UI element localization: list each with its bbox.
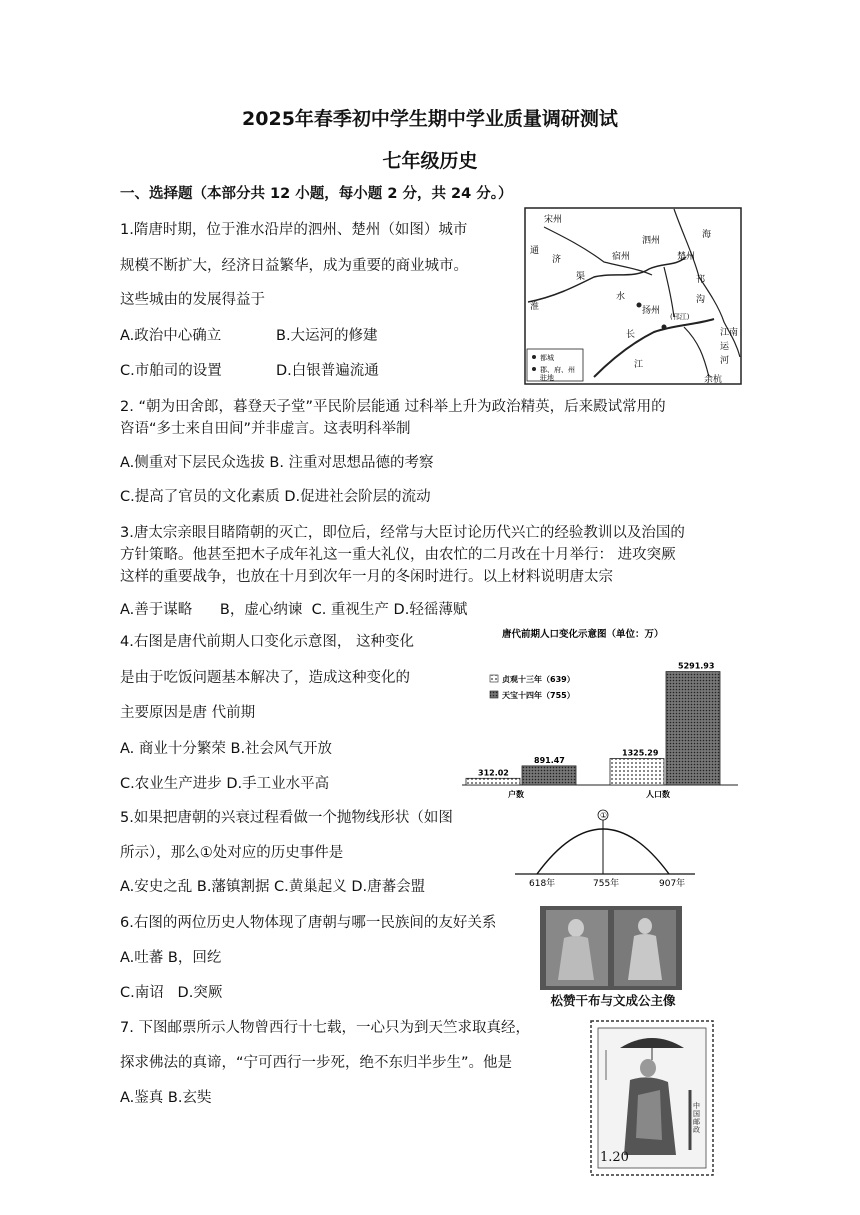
q4-options-cd: C.农业生产进步 D.手工业水平高 xyxy=(120,776,330,792)
q5-parabola-figure xyxy=(515,806,695,888)
q1-option-b: B.大运河的修建 xyxy=(276,328,378,344)
q5-line1: 5.如果把唐朝的兴衰过程看做一个抛物线形状（如图 xyxy=(120,810,453,826)
legend-series-2: 天宝十四年（755） xyxy=(502,691,575,700)
bar-1-0 xyxy=(610,759,664,785)
x-label-755: 755年 xyxy=(593,879,620,888)
q4-line3: 主要原因是唐 代前期 xyxy=(120,705,256,721)
x-tick-households: 户数 xyxy=(508,790,524,799)
stamp-country: 中国邮政 xyxy=(693,1102,700,1134)
map-legend-3: 驻地 xyxy=(540,374,554,382)
q3-line3: 这样的重要战争，也放在十月到次年一月的冬闲时进行。以上材料说明唐太宗 xyxy=(120,569,613,585)
map-label: 邗 xyxy=(696,275,706,285)
map-label: 江 xyxy=(634,360,644,370)
map-label: 通 xyxy=(530,246,540,256)
map-label: 宋州 xyxy=(544,215,563,225)
q3-line1: 3.唐太宗亲眼目睹隋朝的灭亡，即位后，经常与大臣讨论历代兴亡的经验教训以及治国的 xyxy=(120,525,685,541)
map-label: (邗江) xyxy=(670,313,690,321)
q7-options-ab: A.鉴真 B.玄奘 xyxy=(120,1090,212,1106)
chart-title: 唐代前期人口变化示意图（单位：万） xyxy=(502,629,664,640)
q6-portraits xyxy=(538,906,684,1006)
q4-options-ab: A. 商业十分繁荣 B.社会风气开放 xyxy=(120,741,333,757)
q5-line2: 所示），那么①处对应的历史事件是 xyxy=(120,845,344,861)
q1-option-a: A.政治中心确立 xyxy=(120,328,222,344)
map-label: 江南 xyxy=(720,328,739,338)
q3-line2: 方针策略。他甚至把木子成年礼这一重大礼仪，由农忙的二月改在十月举行： 进攻突厥 xyxy=(120,547,676,563)
q1-option-d: D.白银普遍流通 xyxy=(276,363,379,379)
q1-canal-map xyxy=(524,207,742,385)
q4-line2: 是由于吃饭问题基本解决了，造成这种变化的 xyxy=(120,670,410,686)
page-title: 2025年春季初中学生期中学业质量调研测试 xyxy=(242,108,618,130)
bar-value-label: 1325.29 xyxy=(622,748,659,758)
bar-value-label: 891.47 xyxy=(534,755,565,765)
map-label: 淮 xyxy=(530,302,540,312)
q7-line2: 探求佛法的真谛，“宁可西行一步死，绝不东归半步生”。他是 xyxy=(120,1055,513,1071)
page-subtitle: 七年级历史 xyxy=(382,150,478,172)
bar-value-label: 312.02 xyxy=(478,768,509,778)
map-label: 扬州 xyxy=(642,306,661,316)
q1-option-c: C.市舶司的设置 xyxy=(120,363,222,379)
q6-options-ab: A.吐蕃 B，回纥 xyxy=(120,950,222,966)
map-label: 海 xyxy=(702,230,712,240)
map-label: 长 xyxy=(626,330,636,340)
map-label: 沟 xyxy=(696,295,706,305)
q2-line2: 咨语“多士来自田间”并非虚言。这表明科举制 xyxy=(120,421,411,437)
q4-line1: 4.右图是唐代前期人口变化示意图， 这种变化 xyxy=(120,634,414,650)
map-legend-1: 都城 xyxy=(540,354,554,362)
map-label: 渠 xyxy=(576,272,586,282)
map-label: 泗州 xyxy=(642,236,661,246)
q2-options-cd: C.提高了官员的文化素质 D.促进社会阶层的流动 xyxy=(120,489,431,505)
x-tick-population: 人口数 xyxy=(646,790,670,799)
q7-stamp xyxy=(590,1020,714,1176)
q2-options-ab: A.侧重对下层民众选拔 B. 注重对思想品德的考察 xyxy=(120,455,434,471)
q5-options: A.安史之乱 B.藩镇割据 C.黄巢起义 D.唐蕃会盟 xyxy=(120,879,426,895)
section-heading: 一、选择题（本部分共 12 小题，每小题 2 分，共 24 分。） xyxy=(120,186,513,202)
q1-line2: 规模不断扩大，经济日益繁华，成为重要的商业城市。 xyxy=(120,258,468,274)
x-label-618: 618年 xyxy=(529,879,556,888)
map-label: 运 xyxy=(720,342,730,352)
q2-line1: 2. “朝为田舍郎，暮登天子堂”平民阶层能通 过科举上升为政治精英，后来殿试常用的 xyxy=(120,399,666,415)
map-legend-2: 郡、府、州 xyxy=(540,366,575,374)
map-label: 河 xyxy=(720,356,730,366)
map-label: 济 xyxy=(552,255,562,265)
map-label: 余杭 xyxy=(704,375,723,385)
map-label: 水 xyxy=(616,292,626,302)
population-chart xyxy=(462,625,738,800)
bar-0-0 xyxy=(466,778,520,785)
bar-1-1 xyxy=(666,672,720,785)
stamp-value: 1.20 xyxy=(600,1150,629,1165)
q3-options: A.善于谋略 B，虚心纳谏 C. 重视生产 D.轻徭薄赋 xyxy=(120,602,468,618)
peak-marker: ① xyxy=(600,811,608,820)
q1-line1: 1.隋唐时期，位于淮水沿岸的泗州、楚州（如图）城市 xyxy=(120,222,468,238)
legend-swatch-1 xyxy=(490,675,498,682)
bar-0-1 xyxy=(522,766,576,785)
legend-swatch-2 xyxy=(490,691,498,698)
x-label-907: 907年 xyxy=(659,879,686,888)
q1-line3: 这些城由的发展得益于 xyxy=(120,292,265,308)
q7-line1: 7. 下图邮票所示人物曾西行十七载，一心只为到天竺求取真经， xyxy=(120,1020,530,1036)
q6-caption: 松赞干布与文成公主像 xyxy=(550,993,676,1008)
q6-line1: 6.右图的两位历史人物体现了唐朝与哪一民族间的友好关系 xyxy=(120,915,497,931)
map-label: 楚州 xyxy=(677,252,696,262)
bar-value-label: 5291.93 xyxy=(678,661,715,671)
q6-options-cd: C.南诏 D.突厥 xyxy=(120,985,223,1001)
legend-series-1: 贞观十三年（639） xyxy=(502,675,575,684)
map-label: 宿州 xyxy=(612,252,631,262)
